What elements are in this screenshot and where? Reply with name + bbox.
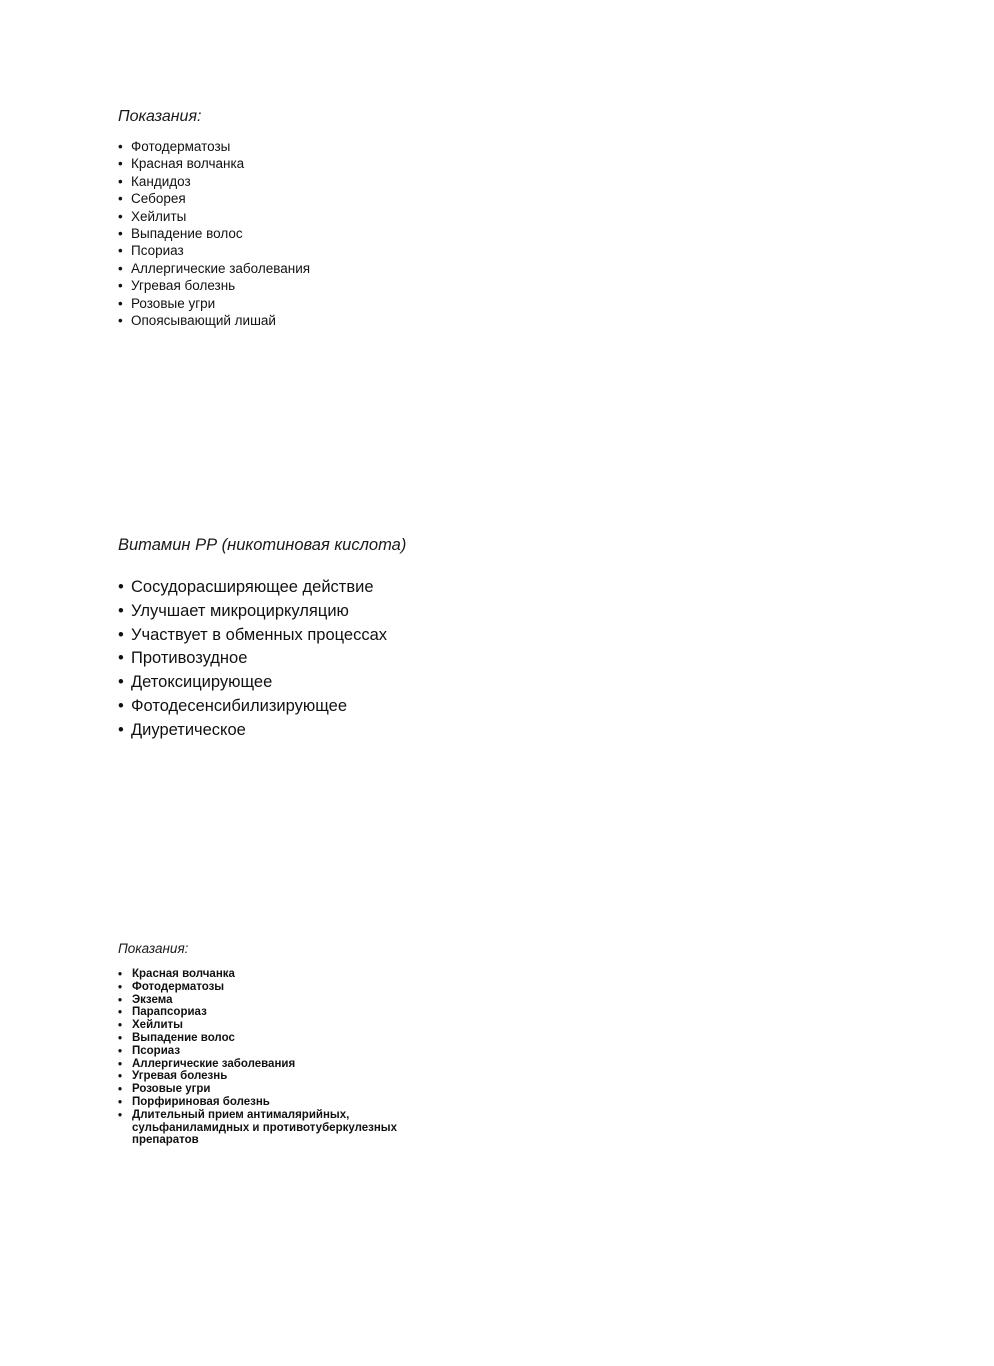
bullet-icon: • — [118, 191, 123, 207]
list-item — [118, 695, 406, 719]
list-item-text: Улучшает микроциркуляцию — [131, 601, 349, 620]
list-item-text: Фотодесенсибилизирующее — [131, 696, 348, 715]
bullet-icon: • — [118, 578, 124, 596]
list-item-text: Детоксицирующее — [131, 673, 273, 692]
list-item — [118, 155, 310, 172]
list-item-text: Угревая болезнь — [132, 1070, 228, 1083]
bullet-icon: • — [118, 673, 124, 692]
list-item-text: Диуретическое — [131, 720, 246, 739]
list-item — [118, 1096, 432, 1109]
list-item — [118, 1032, 432, 1045]
list-item — [118, 312, 310, 329]
list-item-text: Парапсориаз — [132, 1006, 207, 1019]
bullet-icon: • — [118, 243, 123, 259]
list-item — [118, 277, 310, 294]
bullet-icon: • — [118, 173, 123, 189]
list-item — [118, 1109, 432, 1147]
list-item-text: Фотодерматозы — [131, 139, 231, 154]
list-item — [118, 994, 432, 1007]
list-item — [118, 576, 406, 600]
list-item — [118, 1045, 432, 1058]
list-item — [118, 981, 432, 994]
bullet-icon: • — [118, 625, 124, 644]
indications-section-2 — [118, 940, 432, 1147]
bullet-icon: • — [118, 295, 123, 311]
list-item-text: Аллергические заболевания — [132, 1057, 296, 1070]
list-item — [118, 1006, 432, 1019]
bullet-icon: • — [118, 1084, 123, 1097]
bullet-icon: • — [118, 720, 124, 739]
bullet-icon: • — [118, 278, 123, 294]
list-item — [118, 208, 310, 225]
list-item — [118, 671, 406, 695]
list-item — [118, 647, 406, 671]
list-item — [118, 1083, 432, 1096]
bullet-icon: • — [118, 601, 124, 620]
bullet-icon: • — [118, 156, 123, 172]
bullet-icon: • — [118, 1007, 123, 1020]
bullet-icon: • — [118, 649, 124, 668]
bullet-icon: • — [118, 139, 123, 154]
list-item-text: Розовые угри — [131, 295, 216, 311]
bullet-icon: • — [118, 1045, 123, 1058]
list-item — [118, 624, 406, 648]
bullet-icon: • — [118, 1020, 123, 1033]
list-item — [118, 295, 310, 312]
bullet-icon: • — [118, 208, 123, 224]
list-item — [118, 600, 406, 624]
list-item — [118, 173, 310, 190]
bullet-icon: • — [118, 260, 123, 276]
list-item-text: Псориаз — [131, 243, 184, 259]
list-item — [118, 138, 310, 155]
list-item-text: Хейлиты — [131, 208, 187, 224]
section-heading: Показания: — [118, 108, 202, 125]
list-item-text: Длительный прием антималярийных, сульфаниламидных и противотуберкулезных препаратов — [132, 1108, 398, 1147]
list-item-text: Себорея — [131, 191, 186, 207]
list-item-text: Красная волчанка — [132, 968, 235, 980]
list-item-text: Красная волчанка — [131, 156, 245, 172]
indications-section-1 — [118, 107, 310, 329]
list-item — [118, 260, 310, 277]
list-item-text: Участвует в обменных процессах — [131, 625, 388, 644]
effects-list — [118, 576, 406, 743]
bullet-icon: • — [118, 313, 123, 329]
list-item — [118, 968, 432, 981]
bullet-icon: • — [118, 226, 123, 242]
list-item — [118, 190, 310, 207]
indications-list — [118, 968, 432, 1147]
bullet-icon: • — [118, 1058, 123, 1071]
list-item-text: Опоясывающий лишай — [131, 313, 276, 329]
list-item — [118, 719, 406, 743]
list-item-text: Выпадение волос — [132, 1031, 235, 1044]
list-item-text: Угревая болезнь — [131, 278, 236, 294]
indications-list — [118, 138, 310, 329]
list-item — [118, 1070, 432, 1083]
section-heading: Витамин РР (никотиновая кислота) — [118, 536, 407, 554]
bullet-icon: • — [118, 1071, 123, 1084]
list-item-text: Хейлиты — [132, 1019, 183, 1032]
list-item — [118, 225, 310, 242]
list-item-text: Экзема — [132, 993, 173, 1006]
list-item — [118, 1058, 432, 1071]
bullet-icon: • — [118, 696, 124, 715]
bullet-icon: • — [118, 1109, 123, 1122]
bullet-icon: • — [118, 994, 123, 1007]
list-item — [118, 242, 310, 259]
list-item-text: Кандидоз — [131, 173, 191, 189]
list-item-text: Псориаз — [132, 1044, 181, 1057]
section-heading: Показания: — [118, 941, 189, 956]
bullet-icon: • — [118, 981, 123, 994]
bullet-icon: • — [118, 1096, 123, 1109]
list-item-text: Аллергические заболевания — [131, 260, 311, 276]
list-item-text: Сосудорасширяющее действие — [131, 578, 374, 596]
bullet-icon: • — [118, 969, 123, 981]
list-item-text: Порфириновая болезнь — [132, 1095, 270, 1108]
vitamin-pp-section — [118, 534, 406, 743]
list-item-text: Выпадение волос — [131, 226, 243, 242]
list-item-text: Противозудное — [131, 649, 248, 668]
bullet-icon: • — [118, 1032, 123, 1045]
list-item-text: Розовые угри — [132, 1083, 211, 1096]
list-item-text: Фотодерматозы — [132, 980, 225, 993]
list-item — [118, 1019, 432, 1032]
